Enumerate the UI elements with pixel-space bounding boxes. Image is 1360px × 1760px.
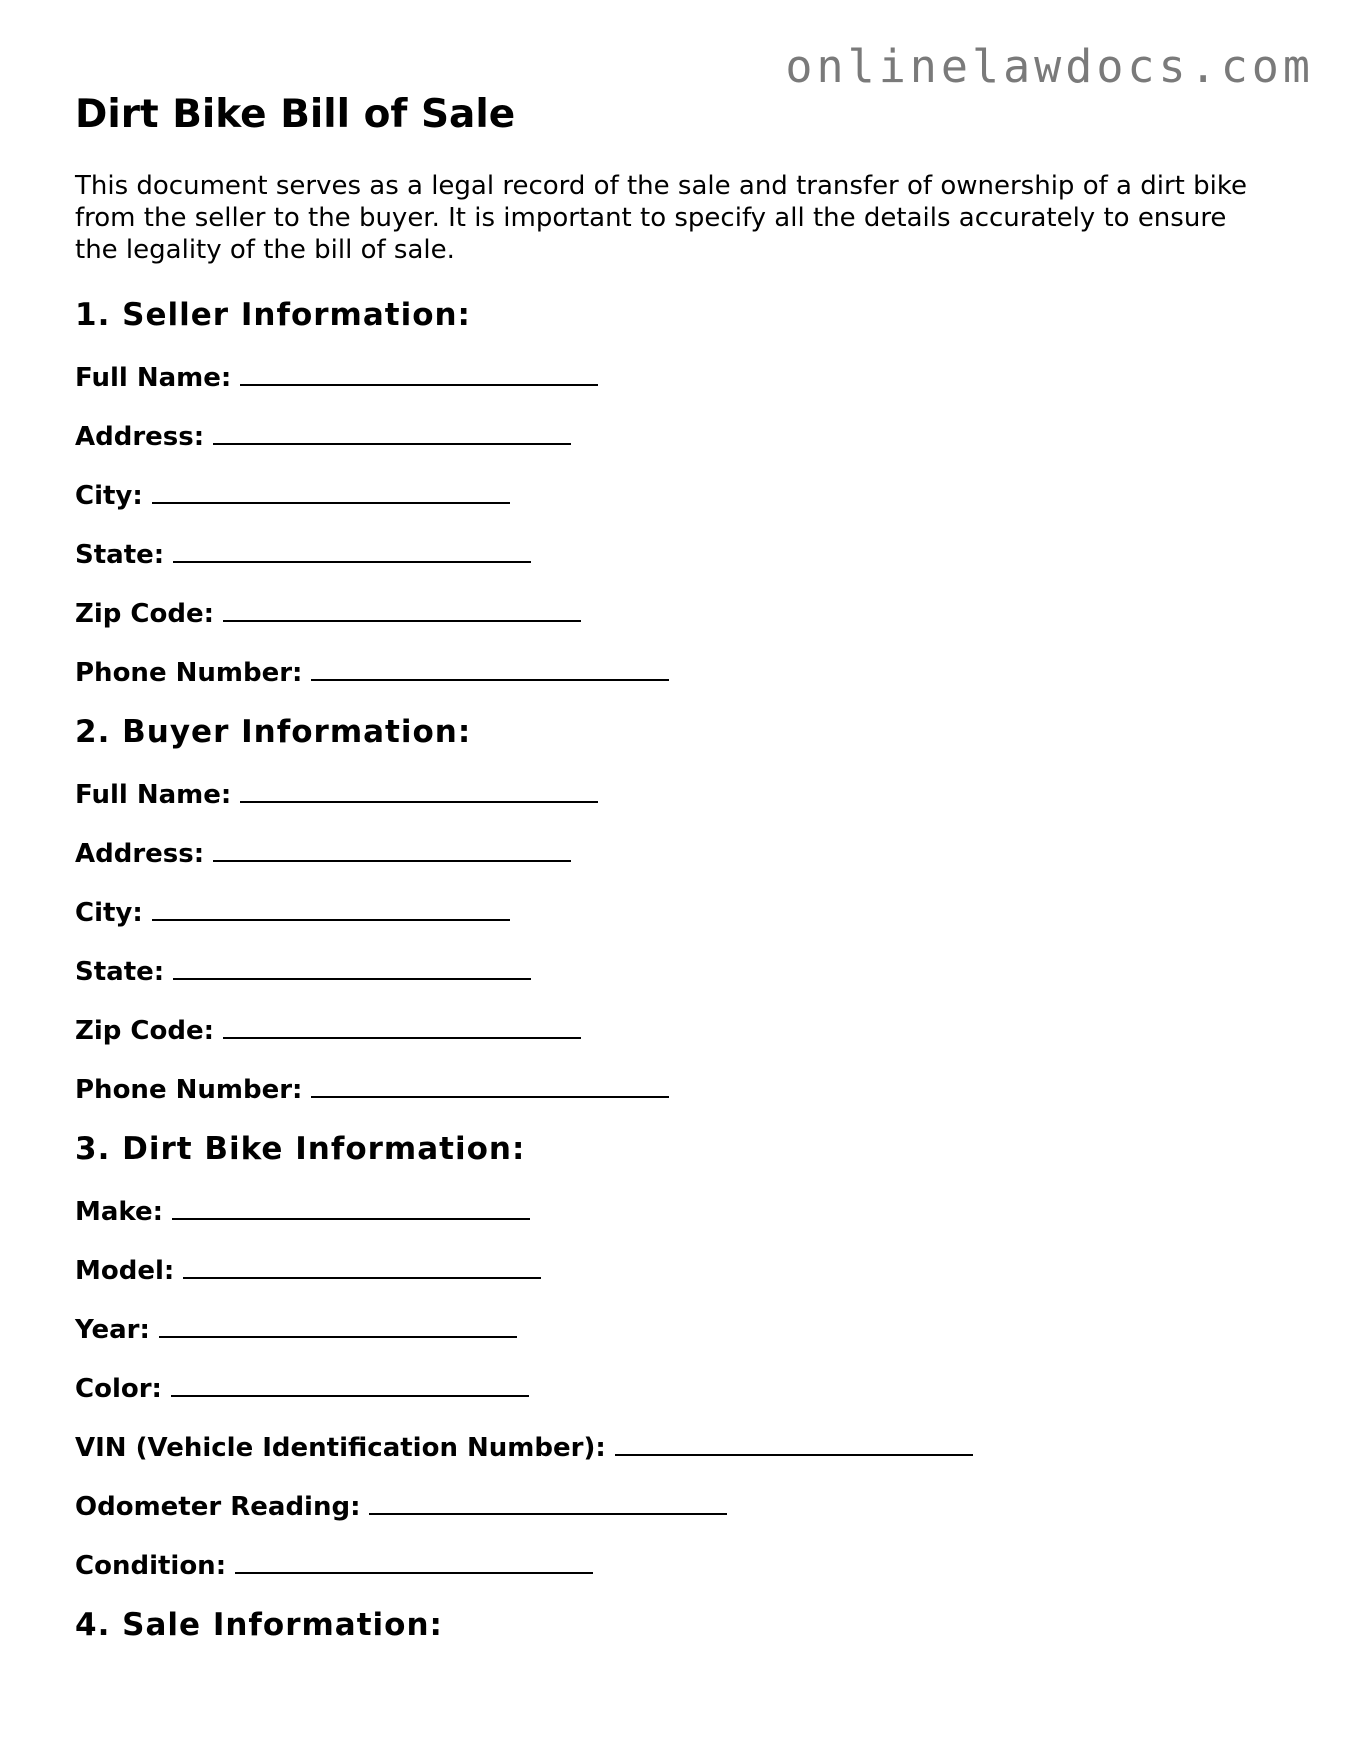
field-label: Color: xyxy=(75,1374,162,1405)
buyer-full-name-field xyxy=(75,779,1295,810)
buyer-phone-blank[interactable] xyxy=(311,1074,669,1098)
field-label: Phone Number: xyxy=(75,1075,303,1106)
buyer-state-blank[interactable] xyxy=(173,956,531,980)
bike-color-blank[interactable] xyxy=(171,1373,529,1397)
field-label: State: xyxy=(75,957,165,988)
field-label: Year: xyxy=(75,1315,150,1346)
section-heading-sale: 4. Sale Information: xyxy=(75,1607,443,1644)
bike-vin-field xyxy=(75,1432,1295,1463)
bike-make-field xyxy=(75,1196,1295,1227)
bike-year-field xyxy=(75,1314,1295,1345)
buyer-state-field xyxy=(75,956,1295,987)
seller-state-blank[interactable] xyxy=(173,539,531,563)
bike-year-blank[interactable] xyxy=(159,1314,517,1338)
document-body xyxy=(75,92,1295,1645)
bike-model-blank[interactable] xyxy=(183,1255,541,1279)
section-heading-buyer: 2. Buyer Information: xyxy=(75,713,472,750)
bike-odometer-blank[interactable] xyxy=(369,1491,727,1515)
seller-fields xyxy=(75,362,1295,688)
bike-fields xyxy=(75,1196,1295,1581)
field-label: Model: xyxy=(75,1256,175,1287)
bike-make-blank[interactable] xyxy=(172,1196,530,1220)
seller-city-field xyxy=(75,480,1295,511)
seller-zip-field xyxy=(75,598,1295,629)
buyer-zip-blank[interactable] xyxy=(223,1015,581,1039)
seller-full-name-blank[interactable] xyxy=(240,362,598,386)
field-label: Full Name: xyxy=(75,780,232,811)
buyer-fields xyxy=(75,779,1295,1105)
field-label: Full Name: xyxy=(75,362,232,393)
field-label: Zip Code: xyxy=(75,598,215,629)
field-label: Phone Number: xyxy=(75,657,303,688)
buyer-city-blank[interactable] xyxy=(152,897,510,921)
field-label: Address: xyxy=(75,421,205,452)
field-label: Zip Code: xyxy=(75,1016,215,1047)
field-label: Address: xyxy=(75,839,205,870)
field-label: Odometer Reading: xyxy=(75,1492,361,1523)
document-title: Dirt Bike Bill of Sale xyxy=(75,92,516,137)
bike-vin-blank[interactable] xyxy=(615,1432,973,1456)
field-label: VIN (Vehicle Identification Number): xyxy=(75,1433,606,1464)
buyer-zip-field xyxy=(75,1015,1295,1046)
bike-model-field xyxy=(75,1255,1295,1286)
seller-zip-blank[interactable] xyxy=(223,598,581,622)
buyer-address-blank[interactable] xyxy=(213,838,571,862)
seller-full-name-field xyxy=(75,362,1295,393)
seller-address-field xyxy=(75,421,1295,452)
buyer-full-name-blank[interactable] xyxy=(240,779,598,803)
bike-condition-field xyxy=(75,1550,1295,1581)
bike-condition-blank[interactable] xyxy=(235,1550,593,1574)
seller-phone-field xyxy=(75,657,1295,688)
field-label: City: xyxy=(75,480,143,511)
buyer-phone-field xyxy=(75,1074,1295,1105)
bike-odometer-field xyxy=(75,1491,1295,1522)
seller-phone-blank[interactable] xyxy=(311,657,669,681)
buyer-address-field xyxy=(75,838,1295,869)
seller-city-blank[interactable] xyxy=(152,480,510,504)
section-heading-dirt-bike: 3. Dirt Bike Information: xyxy=(75,1131,526,1168)
watermark-logo: onlinelawdocs.com xyxy=(785,40,1314,93)
buyer-city-field xyxy=(75,897,1295,928)
seller-address-blank[interactable] xyxy=(213,421,571,445)
seller-state-field xyxy=(75,539,1295,570)
bike-color-field xyxy=(75,1373,1295,1404)
intro-paragraph: This document serves as a legal record of the sale and transfer of ownership of a dirt bike from the seller to the buyer. It is important to specify all the details accurately to ensure the legality of the bill of sale. xyxy=(75,170,1247,265)
section-heading-seller: 1. Seller Information: xyxy=(75,296,471,333)
field-label: Make: xyxy=(75,1197,164,1228)
field-label: Condition: xyxy=(75,1551,227,1582)
field-label: State: xyxy=(75,539,165,570)
field-label: City: xyxy=(75,898,143,929)
